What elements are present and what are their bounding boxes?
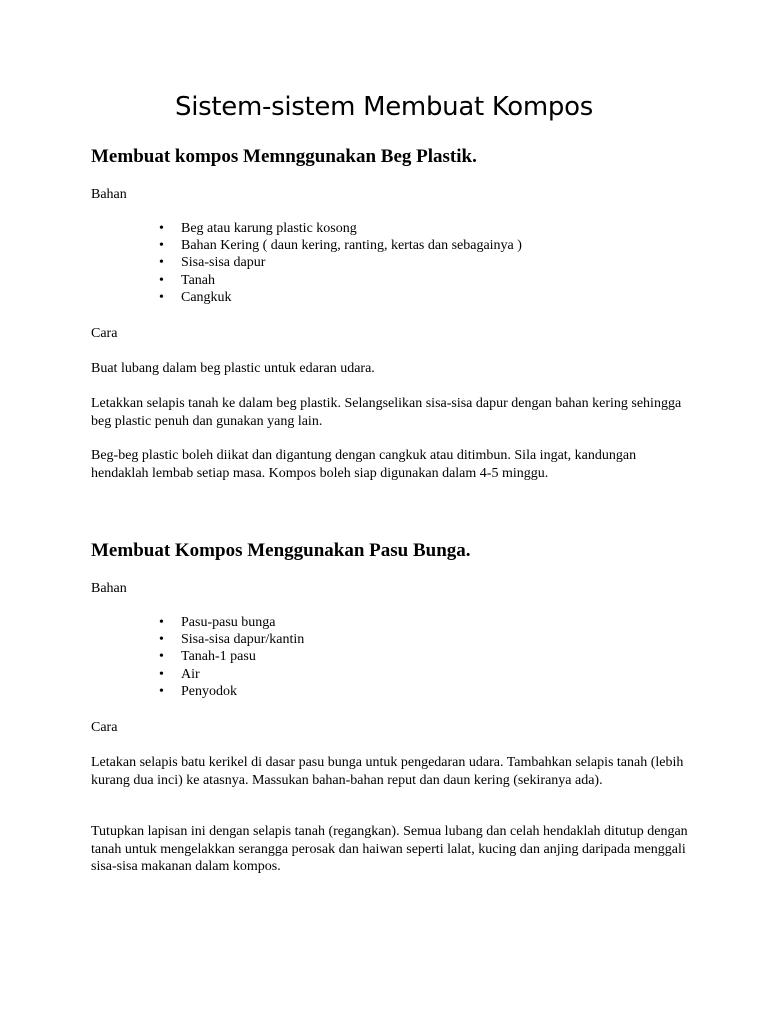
section-2-materials-list	[181, 614, 304, 700]
section-1-heading: Membuat kompos Memnggunakan Beg Plastik.	[91, 146, 477, 167]
section-2-heading: Membuat Kompos Menggunakan Pasu Bunga.	[91, 540, 471, 561]
section-1-paragraph: Letakkan selapis tanah ke dalam beg plastik. Selangselikan sisa-sisa dapur dengan bahan kering sehingga beg plastic penuh dan gunakan yang lain.	[91, 396, 682, 429]
section-1-cara-label: Cara	[91, 326, 118, 341]
section-1-materials-list	[181, 220, 522, 306]
list-item: • Tanah	[181, 272, 522, 289]
section-2-bahan-label: Bahan	[91, 581, 127, 596]
section-2-cara-label: Cara	[91, 720, 118, 735]
section-1-paragraph: Beg-beg plastic boleh diikat dan digantung dengan cangkuk atau ditimbun. Sila ingat, kandungan hendaklah lembab setiap masa. Kompos boleh siap digunakan dalam 4-5 minggu.	[91, 448, 637, 481]
section-1-bahan-label: Bahan	[91, 187, 127, 202]
list-item: • Bahan Kering ( daun kering, ranting, kertas dan sebagainya )	[181, 237, 522, 254]
section-2-paragraph: Tutupkan lapisan ini dengan selapis tanah (regangkan). Semua lubang dan celah hendaklah ditutup dengan tanah untuk mengelakkan serangga perosak dan haiwan seperti lalat, kucing dan anjing daripada menggali sisa-sisa makanan dalam kompos.	[91, 824, 688, 874]
list-item: • Penyodok	[181, 683, 304, 700]
list-item: • Cangkuk	[181, 289, 522, 306]
list-item: • Sisa-sisa dapur/kantin	[181, 631, 304, 648]
list-item: • Tanah-1 pasu	[181, 648, 304, 665]
list-item: • Beg atau karung plastic kosong	[181, 220, 522, 237]
list-item: • Sisa-sisa dapur	[181, 254, 522, 271]
list-item: • Air	[181, 666, 304, 683]
section-1-paragraph: Buat lubang dalam beg plastic untuk edaran udara.	[91, 361, 375, 376]
section-2-paragraph: Letakan selapis batu kerikel di dasar pasu bunga untuk pengedaran udara. Tambahkan selapis tanah (lebih kurang dua inci) ke atasnya. Massukan bahan-bahan reput dan daun kering (sekiranya ada).	[91, 755, 684, 788]
list-item: • Pasu-pasu bunga	[181, 614, 304, 631]
document-title: Sistem-sistem Membuat Kompos	[175, 92, 593, 122]
